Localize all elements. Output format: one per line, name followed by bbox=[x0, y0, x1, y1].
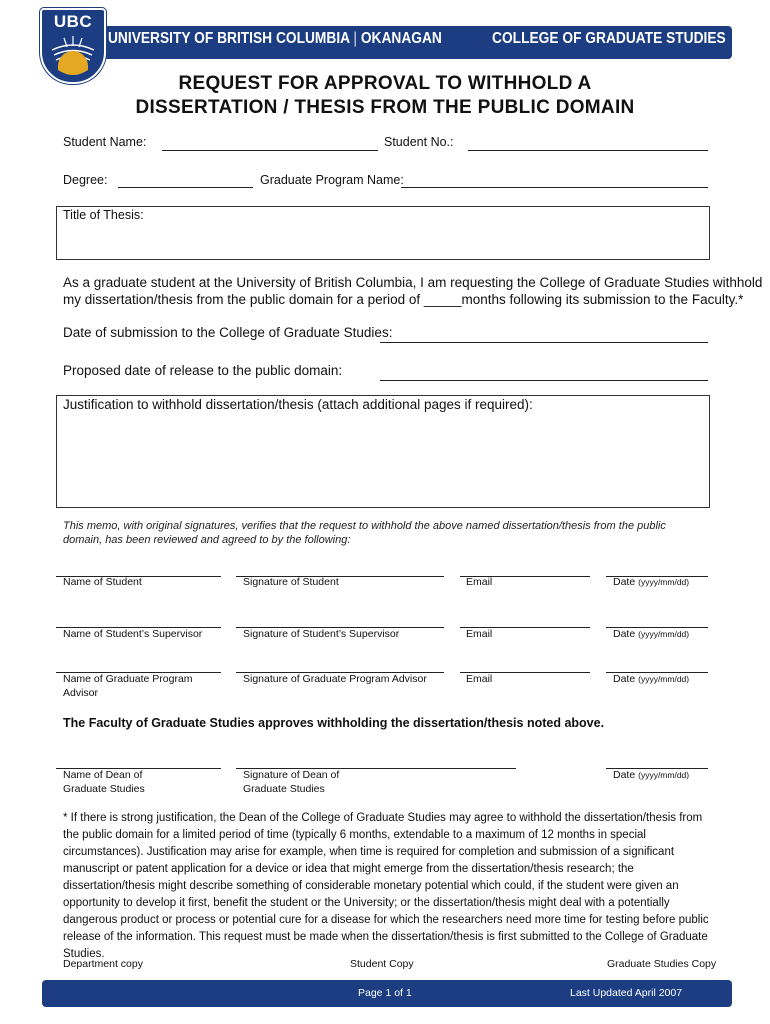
advisor-email-label: Email bbox=[466, 673, 493, 685]
date-label: Date bbox=[613, 769, 636, 781]
statement-line1: As a graduate student at the University of British Columbia, I am requesting the College of Graduate Studies withhold bbox=[63, 275, 763, 290]
footnote-line: the public domain for a limited period of time (typically 6 months, extendable to a maximum of 12 months in special bbox=[63, 829, 646, 841]
logo-text: UBC bbox=[53, 12, 93, 31]
dean-name-label-l1: Name of Dean of bbox=[63, 769, 143, 781]
submission-date-label: Date of submission to the College of Graduate Studies: bbox=[63, 325, 393, 340]
campus-name: OKANAGAN bbox=[360, 30, 442, 47]
name-of-supervisor-label: Name of Student’s Supervisor bbox=[63, 628, 203, 640]
supervisor-email-label: Email bbox=[466, 628, 493, 640]
memo-line1: This memo, with original signatures, verifies that the request to withhold the above named dissertation/thesis from the public bbox=[63, 520, 666, 532]
last-updated: Last Updated April 2007 bbox=[570, 987, 683, 999]
footnote-line: Studies. bbox=[63, 948, 105, 960]
date-label: Date bbox=[613, 576, 636, 588]
justification-label: Justification to withhold dissertation/thesis (attach additional pages if required): bbox=[63, 397, 533, 412]
date-format: (yyyy/mm/dd) bbox=[638, 770, 690, 780]
signature-of-student-label: Signature of Student bbox=[243, 576, 339, 588]
college-name: COLLEGE OF GRADUATE STUDIES bbox=[492, 30, 726, 47]
thesis-title-label: Title of Thesis: bbox=[63, 208, 144, 222]
student-date-label bbox=[613, 576, 689, 588]
name-of-advisor-label-l1: Name of Graduate Program bbox=[63, 673, 193, 685]
form-title-line1: REQUEST FOR APPROVAL TO WITHHOLD A bbox=[178, 73, 592, 94]
program-field[interactable] bbox=[401, 187, 708, 188]
student-name-field[interactable] bbox=[162, 150, 378, 151]
student-no-field[interactable] bbox=[468, 150, 708, 151]
name-of-student-label: Name of Student bbox=[63, 576, 142, 588]
dean-signature-label-l1: Signature of Dean of bbox=[243, 769, 340, 781]
university-name: UNIVERSITY OF BRITISH COLUMBIA bbox=[108, 30, 350, 47]
release-date-field[interactable] bbox=[380, 380, 708, 381]
advisor-date-label bbox=[613, 673, 689, 685]
submission-date-field[interactable] bbox=[380, 342, 708, 343]
student-email-label: Email bbox=[466, 576, 493, 588]
student-name-label: Student Name: bbox=[63, 135, 147, 149]
university-heading: UNIVERSITY OF BRITISH COLUMBIA | OKANAGAN bbox=[108, 30, 442, 47]
footnote-line: * If there is strong justification, the Dean of the College of Graduate Studies may agree to withhold the dissertation/thesis from bbox=[63, 812, 703, 824]
date-format: (yyyy/mm/dd) bbox=[638, 629, 690, 639]
date-label: Date bbox=[613, 628, 636, 640]
footnote-line: dissertation/thesis might describe something of considerable monetary potential which could, if the student were given an bbox=[63, 880, 679, 892]
signature-of-supervisor-label: Signature of Student’s Supervisor bbox=[243, 628, 400, 640]
footnote-line: dangerous product or process or potential cure for a disease for which the researchers need more time for testing before public bbox=[63, 914, 709, 926]
date-format: (yyyy/mm/dd) bbox=[638, 577, 690, 587]
department-copy-label: Department copy bbox=[63, 958, 143, 970]
dean-signature-label-l2: Graduate Studies bbox=[243, 783, 325, 795]
graduate-copy-label: Graduate Studies Copy bbox=[607, 958, 717, 970]
degree-label: Degree: bbox=[63, 173, 108, 187]
form-title-line2: DISSERTATION / THESIS FROM THE PUBLIC DOMAIN bbox=[135, 97, 635, 118]
memo-line2: domain, has been reviewed and agreed to by the following: bbox=[63, 534, 351, 546]
thesis-title-box[interactable] bbox=[56, 206, 710, 260]
page-number: Page 1 of 1 bbox=[358, 987, 412, 999]
footnote-line: release of the information. This request must be made when the dissertation/thesis is first submitted to the College of Graduate bbox=[63, 931, 708, 943]
degree-field[interactable] bbox=[118, 187, 253, 188]
signature-of-advisor-label: Signature of Graduate Program Advisor bbox=[243, 673, 427, 685]
date-format: (yyyy/mm/dd) bbox=[638, 674, 690, 684]
student-copy-label: Student Copy bbox=[350, 958, 414, 970]
dean-date-label bbox=[613, 769, 689, 781]
dean-name-label-l2: Graduate Studies bbox=[63, 783, 145, 795]
release-date-label: Proposed date of release to the public domain: bbox=[63, 363, 343, 378]
name-of-advisor-label-l2: Advisor bbox=[63, 687, 99, 699]
footnote bbox=[63, 810, 728, 963]
student-no-label: Student No.: bbox=[384, 135, 454, 149]
footnote-line: manuscript or patent application for a device or idea that might emerge from the dissertation/thesis research; the bbox=[63, 863, 634, 875]
footnote-line: circumstances). Justification may arise for example, when time is required for completion and submission of a significant bbox=[63, 846, 675, 858]
statement-line2: my dissertation/thesis from the public domain for a period of _____months following its submission to the Faculty.* bbox=[63, 292, 744, 307]
approval-statement: The Faculty of Graduate Studies approves withholding the dissertation/thesis noted above. bbox=[63, 716, 605, 730]
program-label: Graduate Program Name: bbox=[260, 173, 404, 187]
footnote-line: opportunity to develop it first, benefit the student or the University; or the dissertation/thesis might deal with a potentially bbox=[63, 897, 670, 909]
sunrise-icon bbox=[42, 10, 104, 82]
supervisor-date-label bbox=[613, 628, 689, 640]
date-label: Date bbox=[613, 673, 636, 685]
